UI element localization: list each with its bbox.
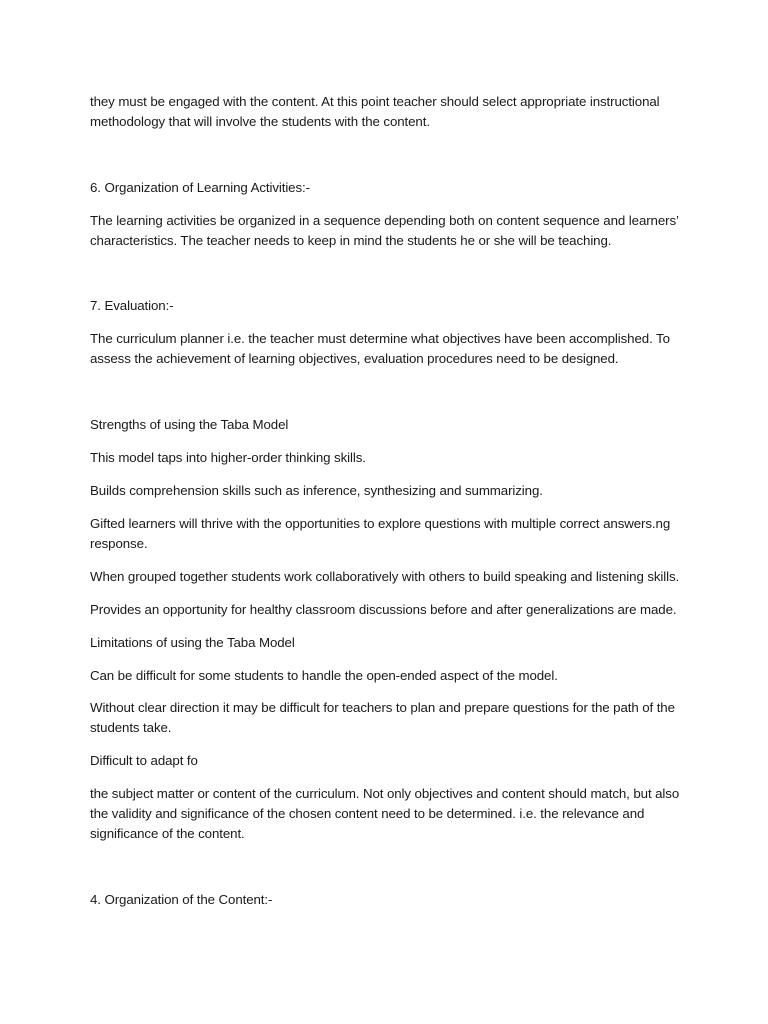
paragraph-limitation-open-ended: Can be difficult for some students to handle the open-ended aspect of the model. (90, 668, 558, 683)
heading-organization-of-learning-activities: 6. Organization of Learning Activities:- (90, 180, 310, 195)
paragraph-instructional-methodology: they must be engaged with the content. At this point teacher should select appropriate instructional methodology that will involve the students with the content. (90, 94, 660, 129)
heading-evaluation: 7. Evaluation:- (90, 298, 174, 313)
paragraph-learning-activities: The learning activities be organized in a sequence depending both on content sequence and learners’ characteristics. The teacher needs to keep in mind the students he or she will be teaching. (90, 213, 679, 248)
heading-limitations-taba-model: Limitations of using the Taba Model (90, 635, 295, 650)
paragraph-strength-gifted-learners: Gifted learners will thrive with the opportunities to explore questions with multiple correct answers.ng response. (90, 516, 671, 551)
heading-organization-of-content: 4. Organization of the Content:- (90, 892, 273, 907)
paragraph-limitation-adapt: Difficult to adapt fo (90, 753, 198, 768)
paragraph-evaluation: The curriculum planner i.e. the teacher must determine what objectives have been accomplished. To assess the achievement of learning objectives, evaluation procedures need to be designed. (90, 331, 670, 366)
paragraph-limitation-direction: Without clear direction it may be difficult for teachers to plan and prepare questions for the path of the students take. (90, 700, 675, 735)
paragraph-strength-comprehension: Builds comprehension skills such as inference, synthesizing and summarizing. (90, 483, 543, 498)
paragraph-strength-higher-order: This model taps into higher-order thinking skills. (90, 450, 366, 465)
paragraph-strength-discussions: Provides an opportunity for healthy classroom discussions before and after generalizations are made. (90, 602, 677, 617)
paragraph-strength-collaboration: When grouped together students work collaboratively with others to build speaking and listening skills. (90, 569, 680, 584)
heading-strengths-taba-model: Strengths of using the Taba Model (90, 417, 289, 432)
paragraph-subject-matter: the subject matter or content of the curriculum. Not only objectives and content should match, but also the validity and significance of the chosen content need to be determined. i.e. the relevance and significance of the content. (90, 786, 680, 841)
